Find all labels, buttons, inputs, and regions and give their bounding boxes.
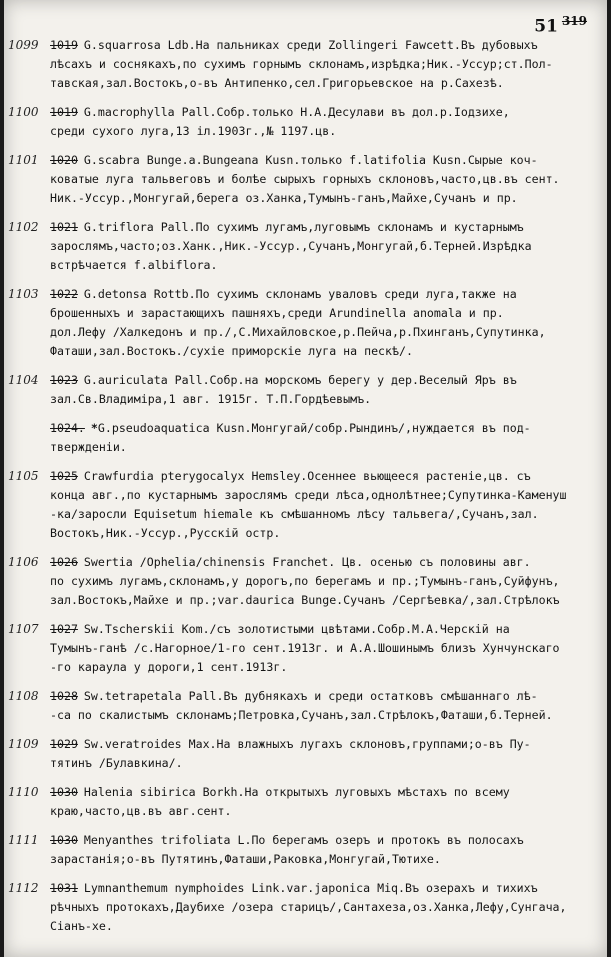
- entry-text-line: [50, 371, 599, 390]
- line-text: среди сухого луга,13 іл.1903г.,№ 1197.цв.: [50, 124, 337, 138]
- line-text: встрѣчается f.albiflora.: [50, 258, 218, 272]
- entry-text-line: [50, 917, 599, 936]
- page-number-old: 319: [561, 14, 587, 28]
- line-text: зарослямъ,часто;оз.Ханк.,Ник.-Уссур.,Сучанъ,Монгугай,б.Терней.Изрѣдка: [50, 239, 532, 253]
- entry-text-line: [50, 553, 599, 572]
- entry-text-line: [50, 706, 599, 725]
- species-entry: [4, 218, 607, 275]
- entry-text-line: [50, 486, 599, 505]
- entry-text-line: [50, 170, 599, 189]
- margin-annotation: 1106: [8, 555, 39, 569]
- line-text: рѣчныхъ протокахъ,Даубихе /озера старицъ/,Сантахеза,оз.Ханка,Лефу,Сунгача,: [50, 900, 567, 914]
- entry-text-line: [50, 802, 599, 821]
- entry-number: 1031: [50, 881, 78, 895]
- entry-text-line: [50, 285, 599, 304]
- entry-number: 1022: [50, 287, 78, 301]
- margin-annotation: 1112: [8, 881, 39, 895]
- entry-text-line: [50, 36, 599, 55]
- entry-text-line: [50, 151, 599, 170]
- entry-text-line: [50, 850, 599, 869]
- entry-text-line: [50, 735, 599, 754]
- species-entry: [4, 151, 607, 208]
- line-text: -го караула у дороги,1 сент.1913г.: [50, 660, 288, 674]
- entry-number: 1028: [50, 689, 78, 703]
- species-entry: [4, 467, 607, 543]
- entry-text-line: [50, 658, 599, 677]
- line-text: Ник.-Уссур.,Монгугай,берега оз.Ханка,Тумынъ-ганъ,Майхе,Сучанъ и пр.: [50, 191, 518, 205]
- entry-text-line: [50, 74, 599, 93]
- entry-text-line: [50, 390, 599, 409]
- line-text: G.squarrosa Ldb.На пальниках среди Zollingeri Fawcett.Въ дубовыхъ: [83, 38, 538, 52]
- entry-text-line: [50, 218, 599, 237]
- margin-annotation: 1101: [8, 153, 39, 167]
- entry-text-line: [50, 55, 599, 74]
- line-text: Sw.veratroides Max.На влажныхъ лугахъ склоновъ,группами;о-въ Пу-: [83, 737, 531, 751]
- entry-text-line: [50, 342, 599, 361]
- margin-annotation: 1102: [8, 220, 39, 234]
- margin-annotation: 1100: [8, 105, 39, 119]
- entry-text-line: [50, 831, 599, 850]
- entry-text-line: [50, 879, 599, 898]
- entry-text-line: [50, 256, 599, 275]
- line-text: G.triflora Pall.По сухимъ лугамъ,луговымъ склонамъ и кустарнымъ: [83, 220, 524, 234]
- line-text: Sw.Tscherskii Kom./съ золотистыми цвѣтами.Собр.М.А.Черскiй на: [83, 622, 510, 636]
- entry-text-line: [50, 304, 599, 323]
- margin-annotation: 1099: [8, 38, 39, 52]
- line-text: тятинъ /Булавкина/.: [50, 756, 183, 770]
- species-entry: [4, 783, 607, 821]
- line-text: конца авг.,по кустарнымъ зарослямъ среди лѣса,однолѣтнее;Супутинка-Каменуш: [50, 488, 567, 502]
- entry-number: 1021: [50, 220, 78, 234]
- species-list: [4, 36, 607, 946]
- entry-text-line: [50, 505, 599, 524]
- entry-text-line: [50, 438, 599, 457]
- line-text: G.macrophylla Pall.Собр.только Н.А.Десулави въ дол.р.Іодзихе,: [83, 105, 510, 119]
- line-text: по сухимъ лугамъ,склонамъ,у дорогъ,по берегамъ и пр.;Тумынъ-ганъ,Суйфунъ,: [50, 574, 560, 588]
- species-entry: [4, 620, 607, 677]
- entry-text-line: [50, 189, 599, 208]
- line-text: Востокъ,Ник.-Уссур.,Русскій остр.: [50, 526, 281, 540]
- line-text: Сіанъ-хе.: [50, 919, 113, 933]
- species-entry: [4, 371, 607, 409]
- entry-number: 1026: [50, 555, 78, 569]
- entry-text-line: [50, 783, 599, 802]
- line-text: твержденіи.: [50, 440, 127, 454]
- species-entry: [4, 103, 607, 141]
- entry-text-line: [50, 323, 599, 342]
- entry-number: 1030: [50, 833, 78, 847]
- entry-number: 1020: [50, 153, 78, 167]
- species-entry: [4, 553, 607, 610]
- line-text: зал.Св.Владиміра,1 авг. 1915г. Т.П.Гордѣевымъ.: [50, 392, 372, 406]
- entry-number: 1019: [50, 105, 78, 119]
- line-text: Lymnanthemum nymphoides Link.var.japonica Miq.Въ озерахъ и тихихъ: [83, 881, 538, 895]
- line-text: -ка/заросли Equisetum hiemale къ смѣшанномъ лѣсу тальвега/,Сучанъ,зал.: [50, 507, 539, 521]
- margin-annotation: 1110: [8, 785, 39, 799]
- line-text: зал.Востокъ,Майхе и пр.;var.daurica Bunge.Сучанъ /Сергѣевка/,зал.Стрѣлокъ: [50, 593, 560, 607]
- entry-text-line: [50, 898, 599, 917]
- page-number-current: 51: [534, 16, 558, 37]
- species-entry: [4, 285, 607, 361]
- document-page: [4, 0, 607, 957]
- margin-annotation: 1111: [8, 833, 39, 847]
- species-entry: [4, 879, 607, 936]
- species-entry: [4, 831, 607, 869]
- line-text: Фаташи,зал.Востокъ./сухіе приморскіе луга на пескѣ/.: [50, 344, 413, 358]
- entry-number: 1019: [50, 38, 78, 52]
- line-text: Halenia sibirica Borkh.На открытыхъ луговыхъ мѣстахъ по всему: [83, 785, 510, 799]
- entry-text-line: [50, 572, 599, 591]
- margin-annotation: 1109: [8, 737, 39, 751]
- margin-annotation: 1105: [8, 469, 39, 483]
- line-text: Тумынъ-ганѣ /с.Нагорное/1-го сент.1913г. и А.А.Шошинымъ близъ Хунчунскаго: [50, 641, 560, 655]
- line-text: лѣсахъ и соснякахъ,по сухимъ горнымъ склонамъ,изрѣдка;Ник.-Уссур;ст.Пол-: [50, 57, 553, 71]
- line-text: коватые луга тальвеговъ и болѣе сырыхъ горныхъ склоновъ,часто,цв.въ сент.: [50, 172, 560, 186]
- entry-text-line: [50, 620, 599, 639]
- species-entry: [4, 419, 607, 457]
- entry-number: 1029: [50, 737, 78, 751]
- entry-number: 1025: [50, 469, 78, 483]
- line-text: зарастанія;о-въ Путятинъ,Фаташи,Раковка,Монгугай,Тютихе.: [50, 852, 441, 866]
- entry-text-line: [50, 122, 599, 141]
- asterisk-mark: *: [90, 421, 98, 435]
- entry-text-line: [50, 419, 599, 438]
- entry-text-line: [50, 103, 599, 122]
- page-number: [534, 14, 587, 37]
- line-text: краю,часто,цв.въ авг.сент.: [50, 804, 232, 818]
- margin-annotation: 1107: [8, 622, 39, 636]
- margin-annotation: 1103: [8, 287, 39, 301]
- line-text: G.pseudoaquatica Kusn.Монгугай/собр.Рындинъ/,нуждается въ под-: [97, 421, 531, 435]
- margin-annotation: 1104: [8, 373, 39, 387]
- species-entry: [4, 687, 607, 725]
- entry-text-line: [50, 237, 599, 256]
- line-text: G.scabra Bunge.a.Bungeana Kusn.только f.latifolia Kusn.Сырые коч-: [83, 153, 538, 167]
- entry-text-line: [50, 754, 599, 773]
- entry-number: 1027: [50, 622, 78, 636]
- species-entry: [4, 36, 607, 93]
- entry-text-line: [50, 467, 599, 486]
- entry-text-line: [50, 639, 599, 658]
- line-text: Crawfurdia pterygocalyx Hemsley.Осеннее вьющееся растеніе,цв. съ: [83, 469, 531, 483]
- line-text: -са по скалистымъ склонамъ;Петровка,Сучанъ,зал.Стрѣлокъ,Фаташи,б.Терней.: [50, 708, 553, 722]
- species-entry: [4, 735, 607, 773]
- line-text: Sw.tetrapetala Pall.Въ дубнякахъ и среди остатковъ смѣшаннаго лѣ-: [83, 689, 538, 703]
- entry-text-line: [50, 591, 599, 610]
- entry-number: 1023: [50, 373, 78, 387]
- line-text: Swertia /Ophelia/chinensis Franchet. Цв. осенью съ половины авг.: [83, 555, 531, 569]
- entry-number: 1030: [50, 785, 78, 799]
- line-text: брошенныхъ и зарастающихъ пашняхъ,среди Arundinella anomala и пр.: [50, 306, 504, 320]
- entry-number: 1024.: [50, 421, 85, 435]
- entry-text-line: [50, 524, 599, 543]
- line-text: G.auriculata Pall.Собр.на морскомъ берегу у дер.Веселый Яръ въ: [83, 373, 517, 387]
- line-text: тавская,зал.Востокъ,о-въ Антипенко,сел.Григорьевское на р.Сахезѣ.: [50, 76, 504, 90]
- entry-text-line: [50, 687, 599, 706]
- line-text: дол.Лефу /Халкедонъ и пр./,С.Михайловское,р.Пейча,р.Пхинганъ,Супутинка,: [50, 325, 546, 339]
- line-text: Menyanthes trifoliata L.По берегамъ озеръ и протокъ въ полосахъ: [83, 833, 524, 847]
- line-text: G.detonsa Rottb.По сухимъ склонамъ уваловъ среди луга,также на: [83, 287, 517, 301]
- margin-annotation: 1108: [8, 689, 39, 703]
